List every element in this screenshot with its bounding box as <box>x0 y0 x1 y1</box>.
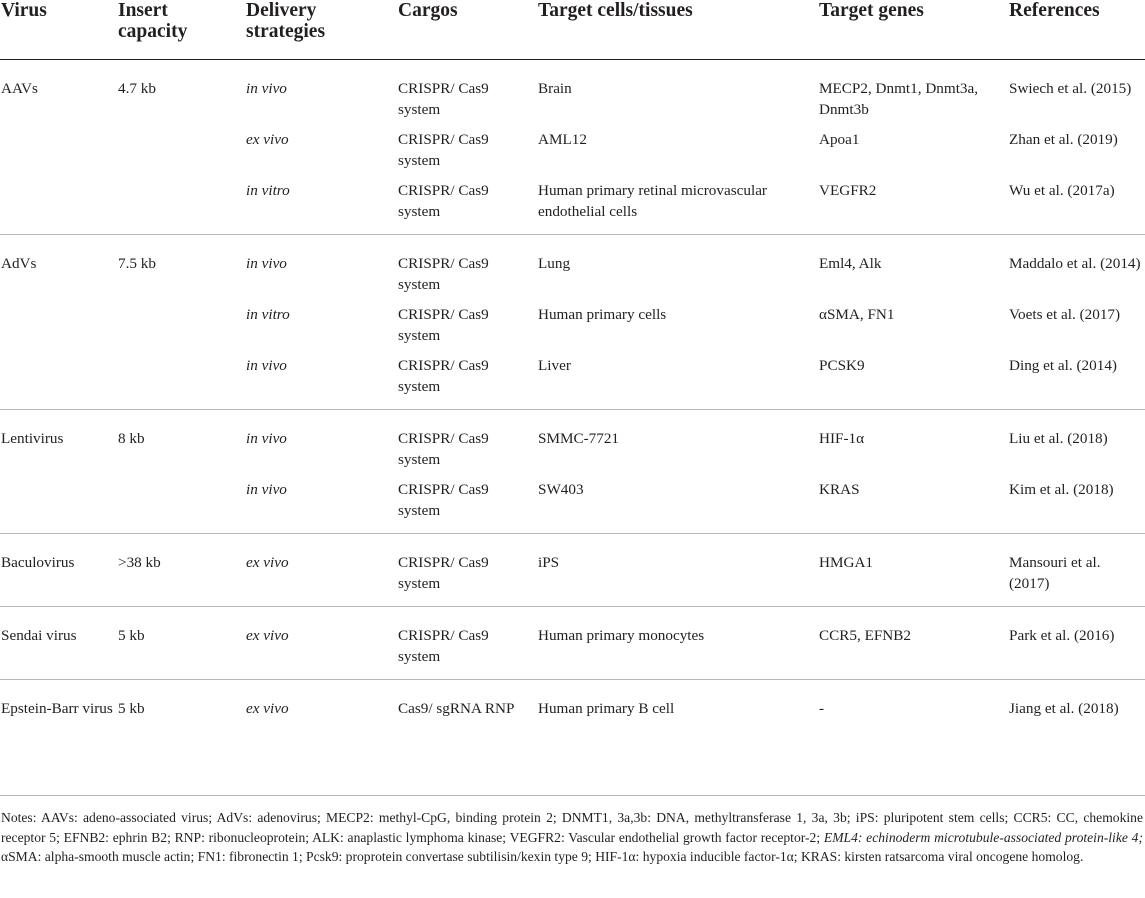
target-cell: Liver <box>538 356 571 374</box>
virus-cell: AAVs <box>1 79 38 97</box>
header-cargos: Cargos <box>398 0 458 21</box>
target-cell: Human primary cells <box>538 305 667 323</box>
genes-cell: MECP2, Dnmt1, Dnmt3a, Dnmt3b <box>819 79 979 118</box>
virus-cell: Sendai virus <box>1 626 77 644</box>
virus-cell: Lentivirus <box>1 429 64 447</box>
strategy-cell: in vivo <box>246 480 287 498</box>
cargo-cell: Cas9/ sgRNA RNP <box>398 699 515 717</box>
table-row <box>0 533 1145 606</box>
genes-cell: HIF-1α <box>819 429 865 447</box>
notes-italic-text: EML4: echinoderm microtubule-associated protein-like 4; <box>823 829 1143 845</box>
reference-cell: Ding et al. (2014) <box>1009 356 1117 374</box>
target-cell: Human primary monocytes <box>538 626 705 644</box>
header-references: References <box>1009 0 1100 21</box>
reference-cell: Mansouri et al. (2017) <box>1009 553 1101 592</box>
strategy-cell: in vivo <box>246 429 287 447</box>
cargo-cell: CRISPR/ Cas9 system <box>398 305 489 344</box>
notes-text-end: αSMA: alpha-smooth muscle actin; FN1: fibronectin 1; Pcsk9: proprotein convertase subtilisin/kexin type 9; HIF-1α: hypoxia inducible factor-1α; KRAS: kirsten ratsarcoma viral oncogene homolog. <box>1 849 1084 864</box>
capacity-cell: 7.5 kb <box>118 254 156 272</box>
table-notes <box>1 808 1143 867</box>
reference-cell: Swiech et al. (2015) <box>1009 79 1132 97</box>
genes-cell: PCSK9 <box>819 356 865 374</box>
table-row <box>0 171 1145 235</box>
header-delivery-strategies: Delivery strategies <box>246 0 326 42</box>
strategy-cell: in vivo <box>246 254 287 272</box>
cargo-cell: CRISPR/ Cas9 system <box>398 626 489 665</box>
genes-cell: HMGA1 <box>819 553 874 571</box>
header-target-cells: Target cells/tissues <box>538 0 693 21</box>
capacity-cell: 8 kb <box>118 429 145 447</box>
genes-cell: Eml4, Alk <box>819 254 882 272</box>
capacity-cell: 4.7 kb <box>118 79 156 97</box>
cargo-cell: CRISPR/ Cas9 system <box>398 480 489 519</box>
reference-cell: Zhan et al. (2019) <box>1009 130 1118 148</box>
strategy-cell: in vivo <box>246 356 287 374</box>
reference-cell: Kim et al. (2018) <box>1009 480 1114 498</box>
cargo-cell: CRISPR/ Cas9 system <box>398 356 489 395</box>
genes-cell: KRAS <box>819 480 860 498</box>
cargo-cell: CRISPR/ Cas9 system <box>398 254 489 293</box>
table-row <box>0 295 1145 346</box>
strategy-cell: in vivo <box>246 79 287 97</box>
target-cell: AML12 <box>538 130 587 148</box>
target-cell: Lung <box>538 254 571 272</box>
table-row <box>0 120 1145 171</box>
virus-cell: Baculovirus <box>1 553 75 571</box>
cargo-cell: CRISPR/ Cas9 system <box>398 130 489 169</box>
cargo-cell: CRISPR/ Cas9 system <box>398 181 489 220</box>
target-cell: SMMC-7721 <box>538 429 620 447</box>
reference-cell: Jiang et al. (2018) <box>1009 699 1119 717</box>
target-cell: Human primary retinal microvascular endothelial cells <box>538 181 767 220</box>
strategy-cell: ex vivo <box>246 699 289 717</box>
table-row <box>0 606 1145 679</box>
virus-cell: Epstein-Barr virus <box>1 699 113 717</box>
table-row <box>0 346 1145 410</box>
notes-text: Notes: AAVs: adeno-associated virus; AdVs: adenovirus; MECP2: methyl-CpG, binding protein 2; DNMT1, 3a,3b: DNA, methyltransferase 1, 3a, 3b; iPS: pluripotent stem cells; CCR5: CC, chemokine receptor 5; EFNB2: ephrin B2; RNP: ribonucleoprotein; ALK: anaplastic lymphoma kinase; VEGFR2: Vascular endothelial growth factor receptor-2; <box>1 810 1143 845</box>
reference-cell: Wu et al. (2017a) <box>1009 181 1115 199</box>
cargo-cell: CRISPR/ Cas9 system <box>398 429 489 468</box>
cargo-cell: CRISPR/ Cas9 system <box>398 553 489 592</box>
strategy-cell: in vitro <box>246 181 290 199</box>
genes-cell: Apoa1 <box>819 130 860 148</box>
table-bottom-rule <box>0 795 1145 796</box>
table-row <box>0 234 1145 295</box>
table-row <box>0 59 1145 120</box>
cargo-cell: CRISPR/ Cas9 system <box>398 79 489 118</box>
table-row <box>0 409 1145 470</box>
reference-cell: Maddalo et al. (2014) <box>1009 254 1141 272</box>
genes-cell: αSMA, FN1 <box>819 305 895 323</box>
header-virus: Virus <box>1 0 47 21</box>
target-cell: Human primary B cell <box>538 699 675 717</box>
genes-cell: CCR5, EFNB2 <box>819 626 911 644</box>
header-target-genes: Target genes <box>819 0 924 21</box>
target-cell: Brain <box>538 79 572 97</box>
strategy-cell: ex vivo <box>246 130 289 148</box>
strategy-cell: ex vivo <box>246 626 289 644</box>
capacity-cell: 5 kb <box>118 626 145 644</box>
strategy-cell: in vitro <box>246 305 290 323</box>
genes-cell: VEGFR2 <box>819 181 877 199</box>
header-insert-capacity: Insert capacity <box>118 0 188 42</box>
table-row <box>0 470 1145 534</box>
strategy-cell: ex vivo <box>246 553 289 571</box>
reference-cell: Voets et al. (2017) <box>1009 305 1121 323</box>
target-cell: iPS <box>538 553 560 571</box>
reference-cell: Liu et al. (2018) <box>1009 429 1108 447</box>
reference-cell: Park et al. (2016) <box>1009 626 1115 644</box>
capacity-cell: 5 kb <box>118 699 145 717</box>
virus-cell: AdVs <box>1 254 37 272</box>
capacity-cell: >38 kb <box>118 553 161 571</box>
target-cell: SW403 <box>538 480 584 498</box>
table-row <box>0 679 1145 731</box>
genes-cell: - <box>819 699 825 717</box>
table-header-row <box>0 0 1145 59</box>
